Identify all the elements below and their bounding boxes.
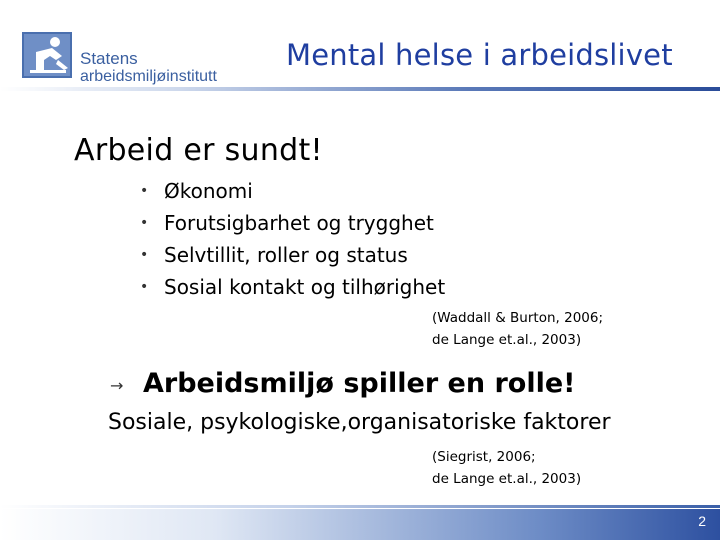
bullet-marker: • (140, 215, 149, 231)
bullet-item (140, 239, 445, 271)
citation-line: (Siegrist, 2006; (432, 449, 536, 465)
footer-divider (0, 505, 720, 508)
citation-reference (432, 307, 603, 351)
logo-name-line2: arbeidsmiljøinstitutt (80, 68, 217, 85)
bullet-text: Økonomi (164, 179, 253, 203)
footer-bar (0, 509, 720, 540)
logo-name-line1: Statens (80, 49, 138, 68)
page-number: 2 (698, 513, 706, 529)
bullet-list (140, 175, 445, 303)
bullet-marker: • (140, 183, 149, 199)
slide-heading: Arbeid er sundt! (74, 133, 323, 168)
slide-header-title: Mental helse i arbeidslivet (286, 38, 673, 72)
bullet-item (140, 207, 445, 239)
bullet-marker: • (140, 279, 149, 295)
bullet-text: Sosial kontakt og tilhørighet (164, 275, 446, 299)
citation-line: de Lange et.al., 2003) (432, 471, 582, 487)
sub-text: Sosiale, psykologiske,organisatoriske faktorer (108, 410, 611, 435)
logo (22, 30, 222, 86)
bullet-item (140, 271, 445, 303)
bullet-item (140, 175, 445, 207)
citation-reference (432, 446, 581, 490)
citation-line: (Waddall & Burton, 2006; (432, 310, 604, 326)
bullet-text: Selvtillit, roller og status (164, 243, 408, 267)
bullet-text: Forutsigbarhet og trygghet (164, 211, 434, 235)
arrow-right-icon: → (110, 376, 124, 395)
bullet-marker: • (140, 247, 149, 263)
logo-text (80, 50, 217, 86)
citation-line: de Lange et.al., 2003) (432, 332, 582, 348)
sub-heading: Arbeidsmiljø spiller en rolle! (143, 368, 576, 399)
header-divider (0, 87, 720, 91)
person-working-logo-icon (22, 30, 76, 80)
